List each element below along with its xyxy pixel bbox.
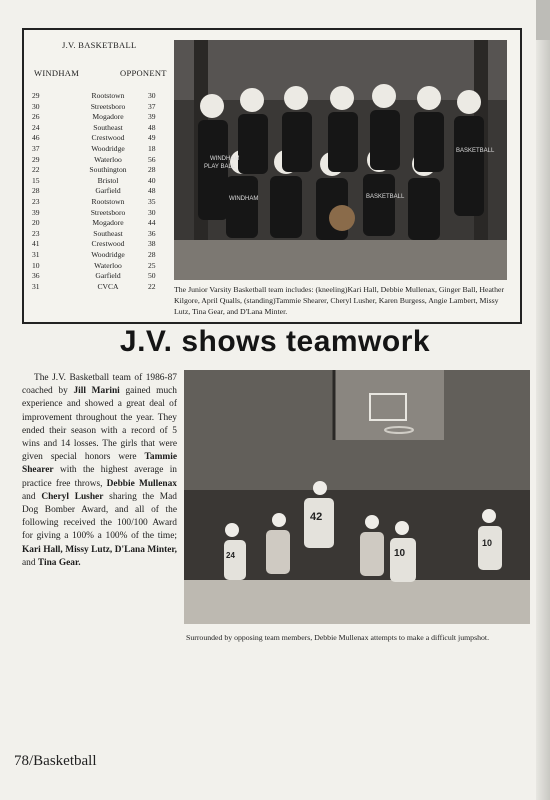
score-row	[30, 133, 180, 144]
score-row	[30, 250, 180, 261]
team-photo-image	[174, 40, 507, 280]
windham-score: 36	[32, 271, 40, 281]
score-row	[30, 91, 180, 102]
book-spine	[536, 0, 550, 800]
jersey-number: 10	[482, 538, 493, 548]
score-row	[30, 165, 180, 176]
team-photo	[174, 40, 507, 280]
jersey-number: 10	[394, 548, 406, 559]
windham-score: 22	[32, 165, 40, 175]
opponent-team: Woodridge	[91, 249, 125, 259]
opponent-score: 22	[148, 281, 156, 291]
honoree-name: Tina Gear.	[37, 557, 81, 568]
windham-score: 30	[32, 101, 40, 111]
opponent-team: Garfield	[95, 271, 121, 281]
opponent-score: 44	[148, 218, 156, 228]
opponent-score: 35	[148, 196, 156, 206]
opponent-score: 38	[148, 239, 156, 249]
team-box	[22, 28, 522, 324]
scoreboard-col-opponent: OPPONENT	[120, 68, 167, 78]
opponent-score: 49	[148, 133, 156, 143]
scoreboard-title: J.V. BASKETBALL	[62, 40, 137, 50]
honoree-name: Tammie Shearer	[22, 452, 177, 476]
score-row	[30, 155, 180, 166]
article-paragraph: The J.V. Basketball team of 1986-87 coached by Jill Marini gained much experience and showed a great deal of improvement throughout the year. They ended their season with a record of 5 wins and 14 losses. The girls that were given special honors were Tammie Shearer with the highest average in practice free throws, Debbie Mullenax and Cheryl Lusher sharing the Mad Dog Bomber Award, and all of the following received the 100/100 Award for giving a 100% a 100% of the time; Kari Hall, Missy Lutz, D'Lana Minter, and Tina Gear.	[22, 373, 177, 568]
score-list	[30, 91, 180, 292]
score-row	[30, 271, 180, 282]
jersey-text: BASKETBALL	[456, 148, 495, 154]
opponent-team: Waterloo	[94, 154, 122, 164]
opponent-score: 30	[148, 207, 156, 217]
jersey-number: 24	[226, 551, 235, 560]
opponent-team: Rootstown	[91, 196, 125, 206]
score-row	[30, 186, 180, 197]
jersey-text: BASKETBALL	[366, 194, 405, 200]
opponent-team: Southington	[89, 165, 127, 175]
windham-score: 41	[32, 239, 40, 249]
windham-score: 28	[32, 186, 40, 196]
windham-score: 10	[32, 260, 40, 270]
opponent-team: Woodridge	[91, 143, 125, 153]
opponent-team: Garfield	[95, 186, 121, 196]
windham-score: 23	[32, 228, 40, 238]
windham-score: 23	[32, 196, 40, 206]
action-photo-image	[184, 370, 530, 624]
book-spine-shadow	[536, 0, 550, 40]
windham-score: 29	[32, 91, 40, 100]
opponent-team: Rootstown	[91, 91, 125, 100]
score-row	[30, 144, 180, 155]
opponent-team: Crestwood	[91, 239, 125, 249]
jersey-number: 42	[310, 511, 323, 523]
coach-name: Jill Marini	[73, 386, 120, 397]
opponent-score: 18	[148, 143, 156, 153]
windham-score: 15	[32, 175, 40, 185]
opponent-score: 37	[148, 101, 156, 111]
opponent-score: 30	[148, 91, 156, 100]
windham-score: 46	[32, 133, 40, 143]
opponent-score: 48	[148, 122, 156, 132]
score-row	[30, 112, 180, 123]
opponent-score: 39	[148, 112, 156, 122]
jersey-text: PLAY BALL	[204, 164, 236, 170]
opponent-score: 56	[148, 154, 156, 164]
opponent-score: 48	[148, 186, 156, 196]
score-row	[30, 123, 180, 134]
opponent-team: Southeast	[93, 122, 123, 132]
opponent-score: 28	[148, 165, 156, 175]
opponent-score: 40	[148, 175, 156, 185]
score-row	[30, 261, 180, 272]
windham-score: 20	[32, 218, 40, 228]
opponent-team: Mogadore	[92, 112, 124, 122]
jersey-text: WINDHAM	[229, 196, 259, 202]
score-row	[30, 208, 180, 219]
page-headline: J.V. shows teamwork	[119, 325, 431, 358]
opponent-team: Mogadore	[92, 218, 124, 228]
windham-score: 37	[32, 143, 40, 153]
team-photo-caption: The Junior Varsity Basketball team includes: (kneeling)Kari Hall, Debbie Mullenax, Ginger Ball, Heather Kilgore, April Qualls, (standing)Tammie Shearer, Cheryl Lusher, Karen Burgess, Angie Lambert, Missy Lutz, Tina Gear, and D'Lana Minter.	[174, 285, 505, 316]
opponent-score: 28	[148, 249, 156, 259]
score-row	[30, 102, 180, 113]
jersey-text: WINDHAM	[210, 156, 240, 162]
scoreboard-col-windham: WINDHAM	[34, 68, 80, 78]
windham-score: 24	[32, 122, 40, 132]
opponent-score: 25	[148, 260, 156, 270]
action-photo	[184, 370, 530, 624]
page-folio: 78/Basketball	[14, 753, 97, 769]
score-row	[30, 176, 180, 187]
opponent-score: 50	[148, 271, 156, 281]
opponent-team: Bristol	[97, 175, 119, 185]
score-row	[30, 197, 180, 208]
honoree-name: Kari Hall, Missy Lutz, D'Lana Minter,	[22, 544, 177, 555]
windham-score: 31	[32, 249, 40, 259]
opponent-team: Crestwood	[91, 133, 125, 143]
opponent-team: Streetsboro	[90, 207, 126, 217]
opponent-score: 36	[148, 228, 156, 238]
opponent-team: Streetsboro	[90, 101, 126, 111]
windham-score: 29	[32, 154, 40, 164]
windham-score: 26	[32, 112, 40, 122]
action-photo-caption: Surrounded by opposing team members, Debbie Mullenax attempts to make a difficult jumpshot.	[186, 633, 490, 642]
score-row	[30, 229, 180, 240]
opponent-team: CVCA	[97, 281, 119, 291]
honoree-name: Cheryl Lusher	[41, 491, 104, 502]
article-body	[22, 372, 177, 570]
score-row	[30, 218, 180, 229]
windham-score: 31	[32, 281, 40, 291]
score-row	[30, 239, 180, 250]
opponent-team: Southeast	[93, 228, 123, 238]
windham-score: 39	[32, 207, 40, 217]
score-row	[30, 282, 180, 293]
honoree-name: Debbie Mullenax	[106, 478, 177, 489]
opponent-team: Waterloo	[94, 260, 122, 270]
